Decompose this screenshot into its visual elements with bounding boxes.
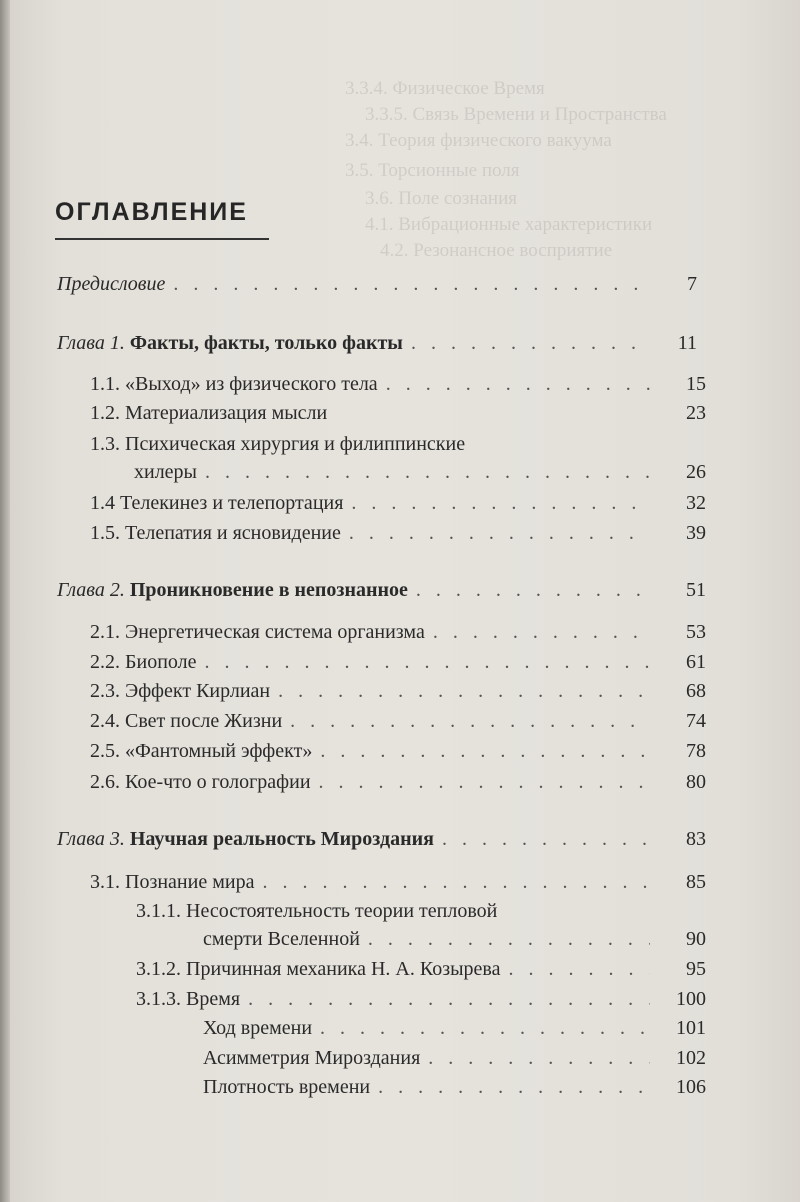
toc-entry-3-1-1-line1	[136, 899, 497, 923]
entry-title: Телекинез и телепортация	[120, 492, 344, 514]
entry-title: «Фантомный эффект»	[125, 740, 313, 762]
toc-entry-1-3-line1	[90, 432, 465, 456]
section-number: 1.4	[90, 492, 115, 514]
section-number: 1.3.	[90, 433, 120, 455]
section-number: 2.4.	[90, 710, 120, 732]
dot-leader	[416, 578, 650, 602]
entry-title: Кое-что о голографии	[125, 771, 311, 793]
toc-entry-1-4	[0, 491, 800, 515]
bleed-through-line: 4.2. Резонансное восприятие	[380, 240, 613, 261]
toc-entry-1-5	[0, 521, 800, 545]
entry-title: Эффект Кирлиан	[125, 680, 271, 702]
page-number: 100	[676, 988, 706, 1010]
dot-leader	[378, 1075, 650, 1099]
dot-leader	[386, 372, 650, 396]
chapter-label: Глава 1.	[57, 332, 125, 354]
page-number: 101	[676, 1017, 706, 1039]
page-number: 53	[686, 621, 706, 643]
section-number: 2.5.	[90, 740, 120, 762]
section-number: 3.1.2.	[136, 958, 181, 980]
entry-title: Биополе	[125, 651, 197, 673]
page-number: 23	[686, 402, 706, 424]
dot-leader	[205, 460, 650, 484]
entry-title: Познание мира	[125, 871, 255, 893]
toc-entry-chapter-3	[0, 827, 800, 851]
entry-title: Предисловие	[57, 273, 166, 295]
dot-leader	[411, 331, 650, 355]
dot-leader	[248, 987, 650, 1011]
toc-entry-1-3-line2	[0, 460, 800, 484]
chapter-label: Глава 3.	[57, 828, 125, 850]
chapter-title: Проникновение в непознанное	[129, 579, 408, 601]
section-number: 1.5.	[90, 522, 120, 544]
entry-title: Плотность времени	[203, 1076, 371, 1098]
entry-title: Свет после Жизни	[125, 710, 283, 732]
section-number: 1.2.	[90, 402, 120, 424]
toc-entry-chapter-1	[0, 331, 800, 355]
dot-leader	[368, 927, 650, 951]
dot-leader	[204, 650, 650, 674]
entry-title-continued: хилеры	[134, 461, 197, 483]
section-number: 2.1.	[90, 621, 120, 643]
toc-entry-preface	[0, 272, 800, 296]
dot-leader	[262, 870, 650, 894]
entry-title: Материализация мысли	[125, 402, 328, 424]
toc-entry-1-2	[0, 401, 800, 425]
page-number: 85	[686, 871, 706, 893]
section-number: 2.2.	[90, 651, 120, 673]
chapter-title: Факты, факты, только факты	[129, 332, 403, 354]
toc-entry-2-2	[0, 650, 800, 674]
bleed-through-line: 3.3.4. Физическое Время	[345, 78, 545, 99]
toc-entry-3-1-3	[0, 987, 800, 1011]
page-number: 11	[677, 332, 697, 354]
toc-entry-3-1	[0, 870, 800, 894]
page-number: 32	[686, 492, 706, 514]
dot-leader	[442, 827, 650, 851]
title-underline	[55, 238, 269, 240]
bleed-through-line: 3.5. Торсионные поля	[345, 160, 520, 181]
page-number: 26	[686, 461, 706, 483]
page-number: 61	[686, 651, 706, 673]
toc-entry-2-4	[0, 709, 800, 733]
entry-title: Ход времени	[203, 1017, 313, 1039]
bleed-through-line: 3.3.5. Связь Времени и Пространства	[365, 104, 667, 125]
entry-title: Несостоятельность теории тепловой	[186, 900, 498, 922]
entry-title: Психическая хирургия и филиппинские	[125, 433, 466, 455]
page-number: 83	[686, 828, 706, 850]
dot-leader	[320, 739, 650, 763]
section-number: 1.1.	[90, 373, 120, 395]
page-number: 78	[686, 740, 706, 762]
bleed-through-line: 3.4. Теория физического вакуума	[345, 130, 612, 151]
toc-entry-1-1	[0, 372, 800, 396]
toc-entry-2-5	[0, 739, 800, 763]
dot-leader	[278, 679, 650, 703]
toc-entry-time-density	[0, 1075, 800, 1099]
page-number: 51	[686, 579, 706, 601]
entry-title: Энергетическая система организма	[125, 621, 425, 643]
section-number: 2.6.	[90, 771, 120, 793]
dot-leader	[290, 709, 650, 733]
dot-leader	[319, 770, 650, 794]
entry-title: Асимметрия Мироздания	[203, 1047, 421, 1069]
section-number: 2.3.	[90, 680, 120, 702]
page-number: 102	[676, 1047, 706, 1069]
page-number: 80	[686, 771, 706, 793]
page-number: 68	[686, 680, 706, 702]
toc-entry-2-6	[0, 770, 800, 794]
page-number: 7	[687, 273, 697, 295]
section-number: 3.1.3.	[136, 988, 181, 1010]
dot-leader	[508, 957, 650, 981]
toc-entry-2-3	[0, 679, 800, 703]
page-number: 74	[686, 710, 706, 732]
dot-leader	[320, 1016, 650, 1040]
toc-entry-chapter-2	[0, 578, 800, 602]
toc-entry-asymmetry	[0, 1046, 800, 1070]
toc-entry-time-flow	[0, 1016, 800, 1040]
section-number: 3.1.1.	[136, 900, 181, 922]
page-number: 39	[686, 522, 706, 544]
dot-leader	[428, 1046, 650, 1070]
dot-leader	[349, 521, 650, 545]
bleed-through-line: 4.1. Вибрационные характеристики	[365, 214, 653, 235]
page-number: 95	[686, 958, 706, 980]
entry-title: Телепатия и ясновидение	[125, 522, 341, 544]
entry-title: Время	[186, 988, 241, 1010]
bleed-through-line: 3.6. Поле сознания	[365, 188, 517, 209]
chapter-label: Глава 2.	[57, 579, 125, 601]
dot-leader	[351, 491, 650, 515]
page-title: ОГЛАВЛЕНИЕ	[55, 198, 248, 226]
section-number: 3.1.	[90, 871, 120, 893]
page-number: 90	[686, 928, 706, 950]
dot-leader	[433, 620, 650, 644]
toc-entry-3-1-1-line2	[0, 927, 800, 951]
entry-title-continued: смерти Вселенной	[203, 928, 360, 950]
page-number: 15	[686, 373, 706, 395]
chapter-title: Научная реальность Мироздания	[129, 828, 434, 850]
page-number: 106	[676, 1076, 706, 1098]
entry-title: Причинная механика Н. А. Козырева	[186, 958, 501, 980]
dot-leader	[173, 272, 650, 296]
toc-entry-3-1-2	[0, 957, 800, 981]
entry-title: «Выход» из физического тела	[125, 373, 378, 395]
toc-entry-2-1	[0, 620, 800, 644]
